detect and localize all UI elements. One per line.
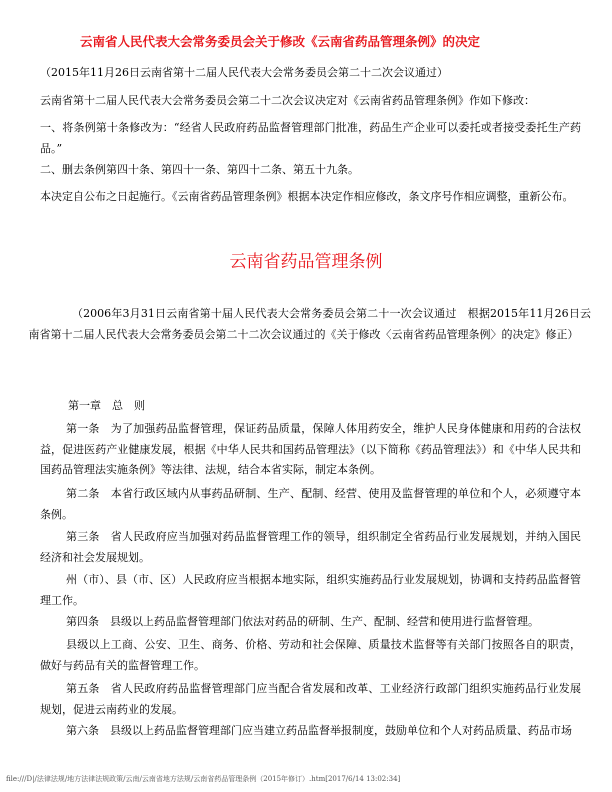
decision-adoption-note: （2015年11月26日云南省第十二届人民代表大会常务委员会第二十二次会议通过）	[40, 66, 448, 79]
article-2: 第二条 本省行政区域内从事药品研制、生产、配制、经营、使用及监督管理的单位和个人，必须遵守本条例。	[40, 487, 581, 521]
article-4: 第四条 县级以上药品监督管理部门依法对药品的研制、生产、配制、经营和使用进行监督管理。	[66, 615, 539, 628]
article-1: 第一条 为了加强药品监督管理，保证药品质量，保障人体用药安全，维护人民身体健康和用药的合法权益，促进医药产业健康发展，根据《中华人民共和国药品管理法》（以下简称《药品管理法》）和《中华人民共和国药品管理法实施条例》等法律、法规，结合本省实际，制定本条例。	[40, 422, 581, 476]
article-5: 第五条 省人民政府药品监督管理部门应当配合省发展和改革、工业经济行政部门组织实施药品行业发展规划，促进云南药业的发展。	[40, 682, 581, 716]
decision-paragraph-3: 二、删去条例第四十条、第四十一条、第四十二条、第五十九条。	[40, 163, 359, 176]
decision-paragraph-4: 本决定自公布之日起施行。《云南省药品管理条例》根据本决定作相应修改，条文序号作相应调整，重新公布。	[40, 190, 574, 203]
article-4-paragraph-2: 县级以上工商、公安、卫生、商务、价格、劳动和社会保障、质量技术监督等有关部门按照各自的职责，做好与药品有关的监督管理工作。	[40, 638, 581, 672]
article-3: 第三条 省人民政府应当加强对药品监督管理工作的领导，组织制定全省药品行业发展规划，并纳入国民经济和社会发展规划。	[40, 530, 581, 564]
chapter-heading: 第一章 总 则	[68, 399, 145, 412]
footer-file-path: file:///D|/法律法规/地方法律法规政策/云南/云南省地方法规/云南省药品管理条例（2015年修订）.htm[2017/6/14 13:02:34]	[6, 775, 401, 783]
article-6: 第六条 县级以上药品监督管理部门应当建立药品监督举报制度，鼓励单位和个人对药品质量、药品市场	[66, 724, 572, 737]
decision-paragraph-1: 云南省第十二届人民代表大会常务委员会第二十二次会议决定对《云南省药品管理条例》作如下修改：	[40, 94, 535, 107]
decision-paragraph-2: 一、将条例第十条修改为：“经省人民政府药品监督管理部门批准，药品生产企业可以委托或者接受委托生产药品。”	[40, 121, 581, 155]
regulation-title: 云南省药品管理条例	[229, 252, 383, 272]
regulation-adoption-note: （2006年3月31日云南省第十届人民代表大会常务委员会第二十一次会议通过 根据2015年11月26日云南省第十二届人民代表大会常务委员会第二十二次会议通过的《关于修改〈云南省药品管理条例〉的决定》修正）	[28, 307, 591, 341]
article-3-paragraph-2: 州（市）、县（市、区）人民政府应当根据本地实际，组织实施药品行业发展规划，协调和支持药品监督管理工作。	[40, 573, 581, 607]
decision-title: 云南省人民代表大会常务委员会关于修改《云南省药品管理条例》的决定	[80, 34, 481, 49]
